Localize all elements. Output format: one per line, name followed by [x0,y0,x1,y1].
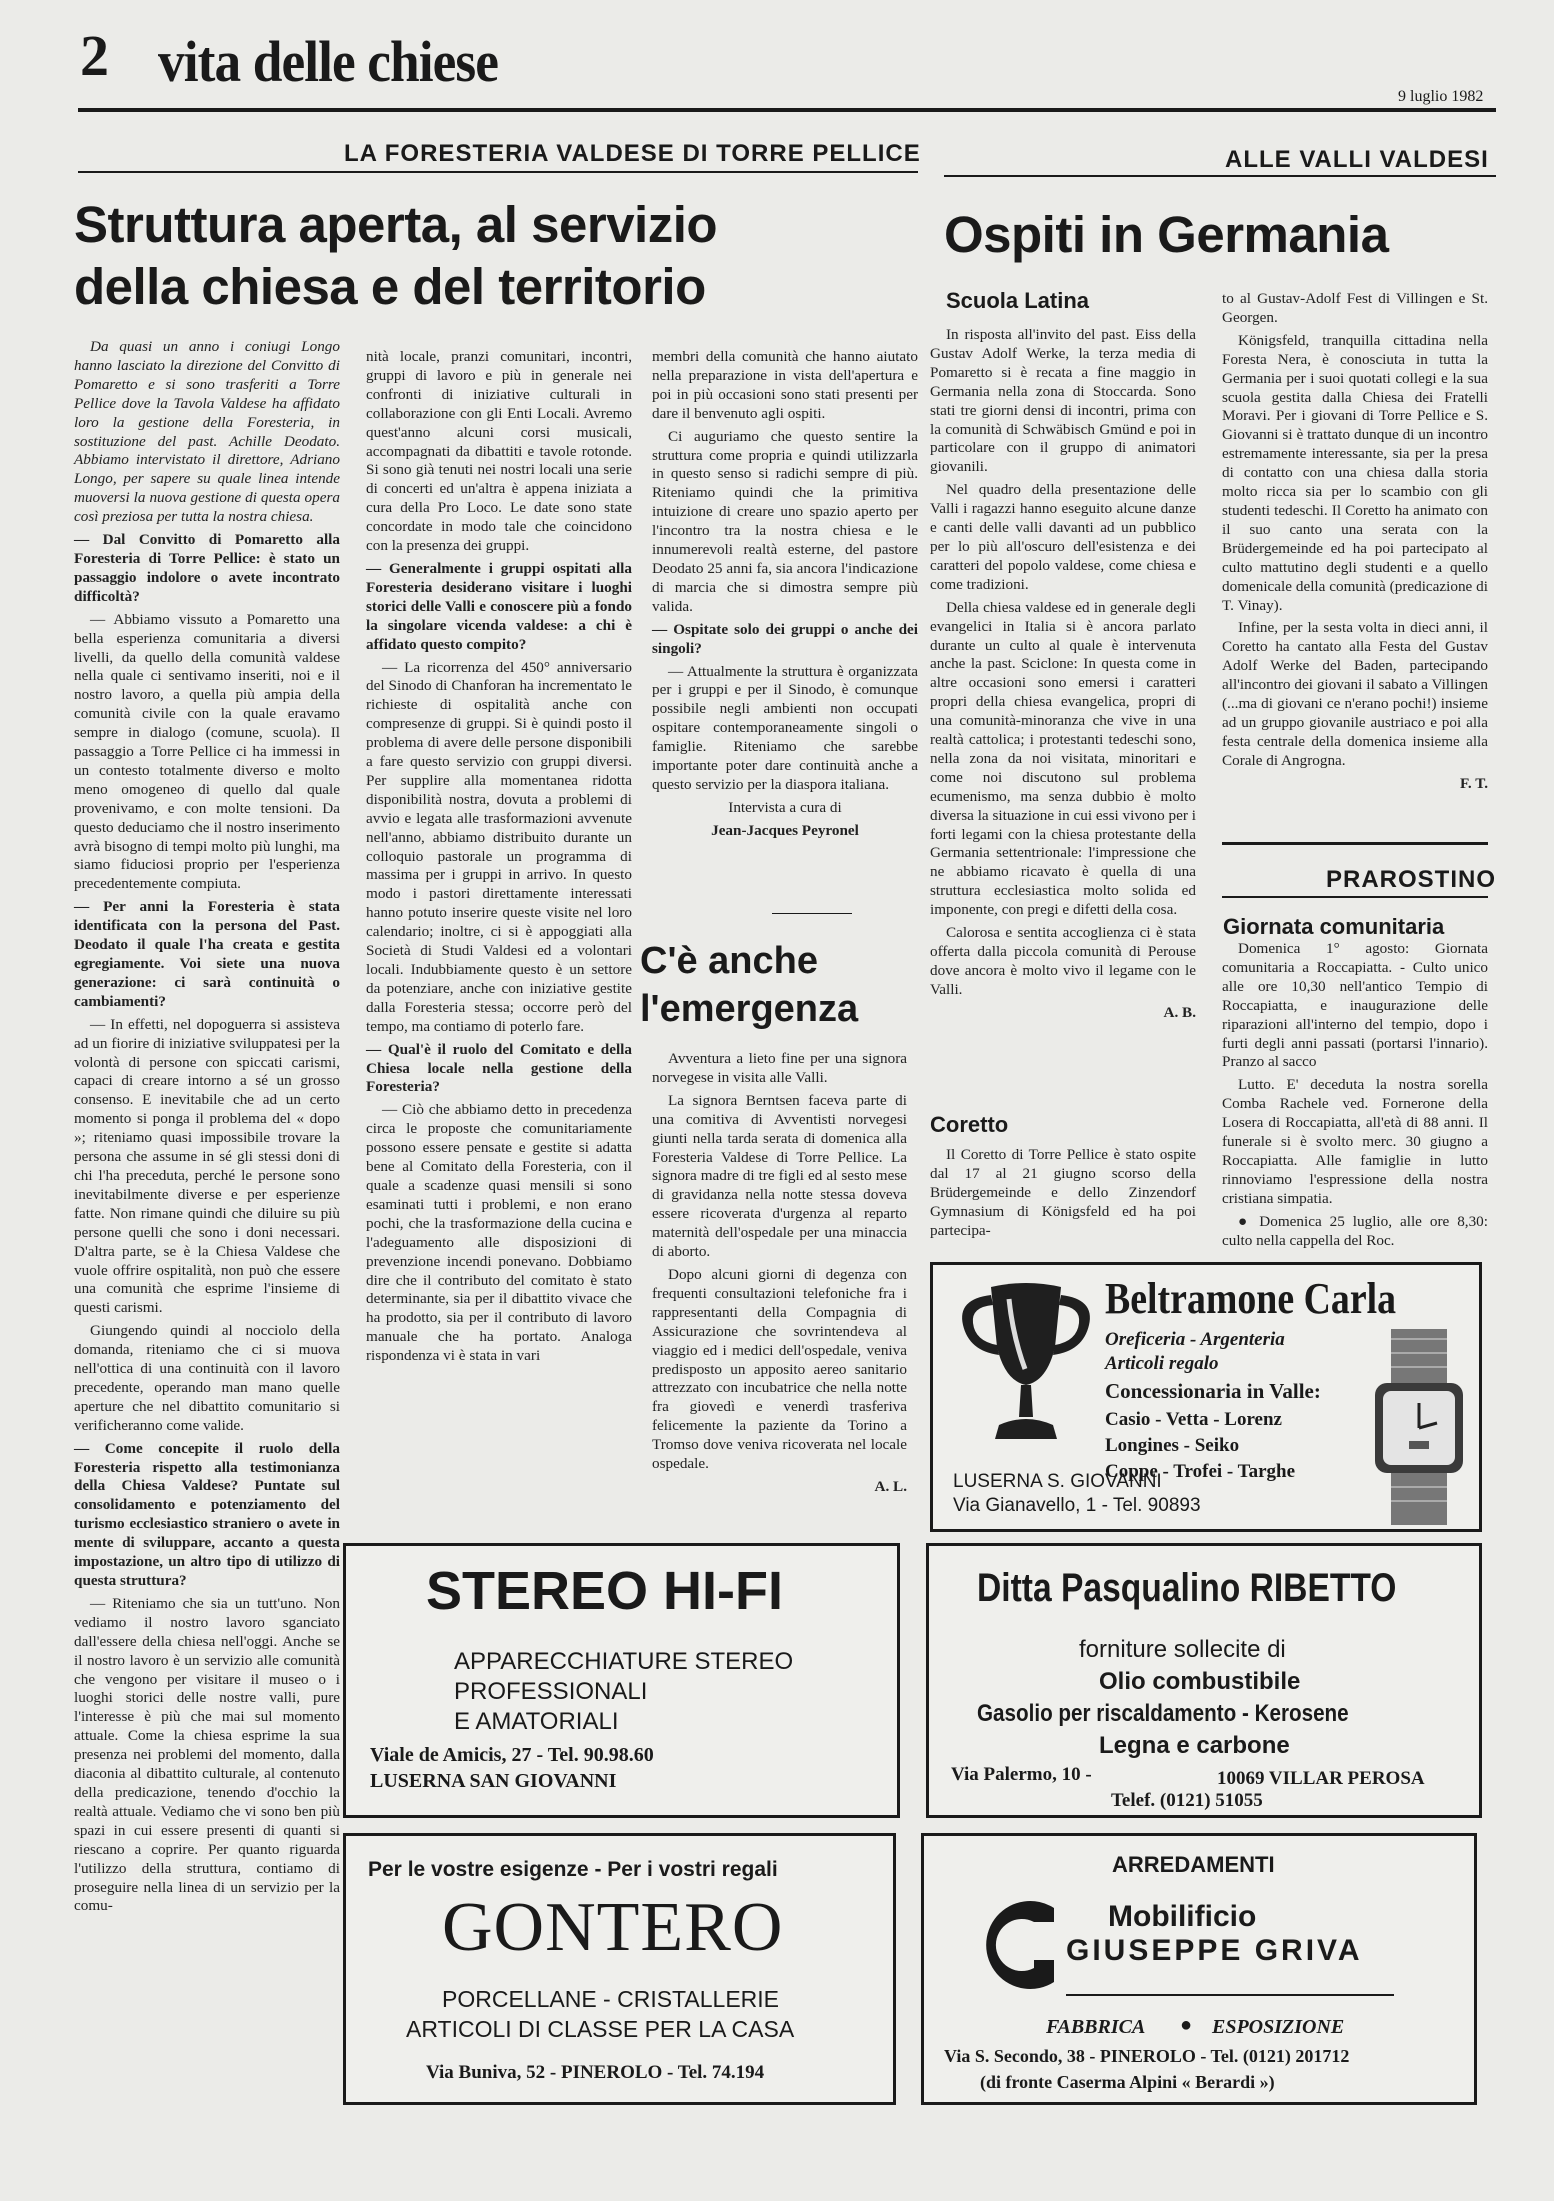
right-article-col-1 [930,326,1196,1086]
ad-beltramone [930,1262,1482,1532]
paragraph: nità locale, pranzi comunitari, incontri, gruppi di lavoro e più in generale nei confronti di iniziative culturali in collaborazione con gli Enti Locali. Avremo quest'anno alcuni corsi musicali, accompagnati da dibattiti e tavole rotonde. Si sono già tenuti nei nostri locali una serie di concerti ed un'altra è appena iniziata a cura della Pro Loco. Le date sono state concordate in modo tale che coincidono con la presenza dei gruppi. [366,348,632,555]
paragraph: Avventura a lieto fine per una signora norvegese in visita alle Valli. [652,1050,907,1086]
gontero-tagline: Per le vostre esigenze - Per i vostri regali [368,1858,778,1881]
paragraph: ● Domenica 25 luglio, alle ore 8,30: culto nella cappella del Roc. [1222,1212,1488,1249]
right-article-kicker: ALLE VALLI VALDESI [1225,146,1489,173]
paragraph: Dopo alcuni giorni di degenza con frequenti consultazioni telefoniche fra i rappresentanti della Compagnia di Assicurazione che sovrintendeva al viaggio ed i medici dell'ospedale, veniva predisposto un apposito aereo sanitario attrezzato con incubatrice che nella notte fra giovedì e venerdì trasferiva felicemente la paziente da Torino a Tromso dove veniva ricoverata nel locale ospedale. [652,1265,907,1473]
paragraph: Infine, per la sesta volta in dieci anni, il Coretto ha cantato alla Festa del Gustav Adolf Werke del Baden, partecipando all'incontro dei giovani il sabato a Villingen (...ma di giovani ce n'erano pochi!) insieme ad un gruppo giovanile austriaco e poi alla festa centrale della domenica insieme alla Corale di Angrogna. [1222,619,1488,769]
ribetto-line2: Olio combustibile [1099,1668,1301,1695]
gontero-address: Via Buniva, 52 - PINEROLO - Tel. 74.194 [426,2062,765,2083]
paragraph: La signora Berntsen faceva parte di una comitiva di Avventisti norvegesi giunti nella tarda serata di domenica alla Foresteria Valdese di Torre Pellice. La signora madre di tre figli ed al sesto mese di gravidanza nella notte stessa doveva essere ricoverata d'urgenza al reparto maternità dell'ospedale per una minaccia di aborto. [652,1091,907,1261]
stereo-name: STEREO HI-FI [426,1561,784,1621]
paragraph: — Attualmente la struttura è organizzata per i gruppi e per il Sinodo, è comunque possibile negli ambienti non occupati ospitare contemporaneamente singoli o famiglie. Riteniamo che sarebbe importante poter dare continuità anche a questo servizio per la diaspora italiana. [652,662,918,793]
prarostino-rule [1222,842,1488,845]
emergency-headline-2: l'emergenza [640,988,859,1030]
issue-date: 9 luglio 1982 [1398,88,1484,105]
paragraph: — Per anni la Foresteria è stata identificata con la persona del Past. Deodato il quale l'ha creata e gestita egregiamente. Voi siete una nuova generazione: ci sarà continuità o cambiamenti? [74,898,340,1010]
page-number: 2 [80,23,109,88]
griva-logo-icon [984,1894,1064,1996]
paragraph: — Come concepite il ruolo della Foresteria rispetto alla testimonianza della Chiesa Valdese? Puntate sul consolidamento e potenziamento del turismo ecclesiastico straniero o avete in mente di sviluppare, accanto a questa impostazione, un altro tipo di utilizzo di questa struttura? [74,1439,340,1589]
prarostino-rule-2 [1222,896,1488,898]
left-article-col-2 [366,348,632,1533]
beltramone-address: Via Gianavello, 1 - Tel. 90893 [953,1495,1201,1516]
stereo-city: LUSERNA SAN GIOVANNI [370,1770,617,1792]
masthead-rule [78,108,1496,112]
left-article-headline-1: Struttura aperta, al servizio [74,196,718,253]
signature: A. B. [1163,1003,1196,1021]
beltramone-brands3: Coppe - Trofei - Targhe [1105,1461,1296,1482]
paragraph: Della chiesa valdese ed in generale degli evangelici in Italia si è ancora parlato durante un culto al quale è intervenuta anche la past. Sciclone: In questa come in altre occasioni sono emersi i caratteri propri della chiesa evangelica, propri di una comunità-minoranza che vive in una realtà cattolica; i protestanti tedeschi sono, nella zona da noi visitata, minoritari e come noi discutono sul problema ecumenismo, ma senza dubbio è molto diversa la situazione in cui essi vivono per i forti legami con la chiesa protestante della Germania settentrionale: l'impressione che ne abbiamo ricavato è quella di una struttura ecclesiastica molto solida ed imponente, con pregi e difetti della cosa. [930,598,1196,919]
coretto-paragraph: Il Coretto di Torre Pellice è stato ospite dal 17 al 21 giugno scorso della Brüdergemeinde e dello Zinzendorf Gymnasium di Königsfeld ed ha poi partecipa- [930,1146,1196,1239]
left-article-headline-2: della chiesa e del territorio [74,258,706,315]
paragraph: to al Gustav-Adolf Fest di Villingen e St. Georgen. [1222,290,1488,326]
paragraph: Königsfeld, tranquilla cittadina nella Foresta Nera, è conosciuta in tutta la Germania per i suoi quotati collegi e la sua scuola gestita dalla Chiesa dei Fratelli Moravi. Per i giovani di Torre Pellice e S. Giovanni si è trattato dunque di un incontro estremamente interessante, sia per la presa di contatto con una chiesa dalla storia molto ricca sia per lo scambio con gli studenti tedeschi. Il Coretto ha animato con il suo canto una serata con la Brüdergemeinde ed ha poi partecipato al culto mattutino degli studenti e a quello domenicale della comunità (predicazione di T. Vinay). [1222,331,1488,614]
paragraph: — Generalmente i gruppi ospitati alla Foresteria desiderano visitare i luoghi storici delle Valli e conoscere più a fondo la singolare vicenda valdese: a chi è affidato questo compito? [366,559,632,653]
ribetto-phone: Telef. (0121) 51055 [1111,1790,1263,1811]
griva-note: (di fronte Caserma Alpini « Berardi ») [980,2072,1275,2092]
stereo-line2: PROFESSIONALI [454,1678,648,1705]
emergency-rule [772,913,852,914]
paragraph: — Ciò che abbiamo detto in precedenza circa le proposte che comunitariamente possono essere pensate e gestite si adatta bene al Comitato della Foresteria, con il quale a scadenze quasi mensili si sono esaminati tutti i problemi, e non erano pochi, che la trasformazione della cucina e l'adeguamento alle disposizioni di prevenzione incendi ponevano. Dobbiamo dire che il contributo del comitato è stato determinante, sia per il dibattito vivace che ha prodotto, sia per il contributo di lavoro manuale che ha portato. Analoga rispondenza vi è stata in vari [366,1101,632,1365]
coretto-subhead: Coretto [930,1112,1009,1137]
emergency-headline-1: C'è anche [640,940,818,982]
beltramone-line1: Oreficeria - Argenteria [1105,1329,1285,1350]
prarostino-body [1222,940,1488,1249]
griva-header: ARREDAMENTI [1112,1852,1275,1877]
paragraph: Da quasi un anno i coniugi Longo hanno lasciato la direzione del Convitto di Pomaretto e si sono trasferiti a Torre Pellice dove la Tavola Valdese ha affidato loro la gestione della Foresteria, in sostituzione del past. Achille Deodato. Abbiamo intervistato il direttore, Adriano Longo, per sapere su quale linea intende muoversi la nuova gestione di questa opera così preziosa per tutta la nostra chiesa. [74,338,340,526]
griva-rule [1066,1994,1394,1996]
griva-name2: GIUSEPPE GRIVA [1066,1934,1363,1967]
gontero-name: GONTERO [442,1889,784,1966]
masthead-title: vita delle chiese [158,29,499,94]
griva-bullet-icon: ● [1180,2014,1193,2036]
griva-tag2: ESPOSIZIONE [1212,2016,1345,2038]
beltramone-brands1: Casio - Vetta - Lorenz [1105,1409,1282,1430]
stereo-line1: APPARECCHIATURE STEREO [454,1648,794,1675]
ad-gontero [343,1833,896,2105]
paragraph: Giungendo quindi al nocciolo della domanda, riteniamo che ci si muova nell'ottica di una continuità con il lavoro precedente, operando man mano quelle aperture che nel dibattito comunitario si verificheranno come valide. [74,1322,340,1434]
paragraph: Calorosa e sentita accoglienza ci è stata offerta dalla piccola comunità di Perouse dove ancora è molto vivo il legame con le Valli. [930,924,1196,998]
kicker-rule-right [944,175,1496,177]
coretto-body [930,1146,1196,1239]
trophy-cup-icon [951,1277,1101,1452]
scuola-latina-subhead: Scuola Latina [946,288,1090,313]
paragraph: — Ospitate solo dei gruppi o anche dei singoli? [652,620,918,657]
prarostino-kicker: PRAROSTINO [1326,866,1497,893]
ribetto-line3: Gasolio per riscaldamento - Kerosene [977,1700,1349,1727]
beltramone-brands2: Longines - Seiko [1105,1435,1240,1456]
kicker-rule-left [78,171,918,173]
emergency-article-body [652,1050,907,1495]
ribetto-line4: Legna e carbone [1099,1732,1290,1759]
paragraph: — Riteniamo che sia un tutt'uno. Non vediamo il nostro lavoro sganciato dall'essere della chiesa nell'oggi. Anche se il nostro lavoro è un servizio alle comunità che vengono per visitare il museo o i luoghi storici delle nostre valli, pure l'interesse è più che mai sul momento attuale. Come la chiesa esprime la sua presenza nei problemi del momento, dalla diaconia al dibattito culturale, al contenuto della predicazione, tenendo d'occhio la realtà attuale. Vediamo che vi sono ben più spazi in cui essere presenti di quanti si riescano a coprire. Per quanto riguarda l'utilizzo della struttura, contiamo di proseguire nella linea di un servizio per la comu- [74,1594,340,1915]
ribetto-address: Via Palermo, 10 - [951,1764,1092,1785]
stereo-line3: E AMATORIALI [454,1708,619,1735]
ribetto-line1: forniture sollecite di [1079,1636,1286,1663]
paragraph: Nel quadro della presentazione delle Valli i ragazzi hanno eseguito alcune danze e canti delle valli davanti ad un pubblico per lo più all'oscuro dell'esistenza e dei caratteri del popolo valdese, come chiesa e come tradizioni. [930,481,1196,593]
paragraph: Lutto. E' deceduta la nostra sorella Comba Rachele ved. Fornerone della Losera di Roccapiatta, all'età di 88 anni. Il funerale si è svolto merc. 30 giugno a Roccapiatta. Alle famiglie in lutto rinnoviamo l'espressione della nostra cristiana simpatia. [1222,1076,1488,1207]
paragraph: — Dal Convitto di Pomaretto alla Foresteria di Torre Pellice: è stato un passaggio indolore o avete incontrato difficoltà? [74,531,340,605]
beltramone-line2: Articoli regalo [1105,1353,1219,1374]
left-article-col-1 [74,338,340,2138]
ad-stereo-hifi [343,1543,900,1818]
ribetto-city: 10069 VILLAR PEROSA [1217,1768,1425,1789]
paragraph: In risposta all'invito del past. Eiss della Gustav Adolf Werke, la terza media di Pomaretto si è recata a fine maggio in Germania nella zona di Stoccarda. Sono stati tre giorni densi di incontri, prima con la comunità di Schwäbisch Gmünd e poi in particolare con il gruppo di animatori giovanili. [930,326,1196,476]
paragraph: — Abbiamo vissuto a Pomaretto una bella esperienza comunitaria a diversi livelli, da quello della comunità valdese nella quale ci sentivamo inseriti, noi e il nostro lavoro, a quella più ampia della comunità civile con la quale eravamo sempre in dialogo (comune, scuola). Il passaggio a Torre Pellice ci ha immessi in un contesto totalmente diverso e molto meno omogeneo di quello dal quale provenivamo, e con molte tensioni. Da questo deduciamo che il nostro inserimento avrà bisogno di tempi molto più lunghi, ma siamo fiduciosi proprio per l'esperienza precedentemente compiuta. [74,610,340,893]
beltramone-name: Beltramone Carla [1105,1274,1397,1323]
paragraph: membri della comunità che hanno aiutato nella preparazione in vista dell'apertura e poi in più occasioni sono stati presenti per dare il benvenuto agli ospiti. [652,348,918,422]
griva-address: Via S. Secondo, 38 - PINEROLO - Tel. (0121) 201712 [944,2046,1350,2066]
right-article-col-2 [1222,290,1488,850]
ribetto-name: Ditta Pasqualino RIBETTO [977,1566,1397,1610]
paragraph: — In effetti, nel dopoguerra si assisteva ad un fiorire di iniziative sviluppatesi per la volontà di persone con spiccati carismi, capaci di creare intorno a sé un grosso consenso. E inevitabile che ad un certo momento si ponga il problema del « dopo »; riteniamo quasi impossibile trovare la persona che assume in sé gli stessi doni di chi l'ha preceduta, perché le persone sono inevitabilmente diverse e per esperienze fatte. Non rimane quindi che diluire su più persone quelli che sono i doni necessari. D'altra parte, se è la Chiesa Valdese che vuole offrire ospitalità, non può che essere una comunità che esprime l'insieme di questi carismi. [74,1015,340,1317]
right-article-headline: Ospiti in Germania [944,206,1389,263]
signature: F. T. [1460,774,1488,792]
beltramone-city: LUSERNA S. GIOVANNI [953,1471,1162,1492]
left-article-col-3 [652,348,918,908]
gontero-line2: ARTICOLI DI CLASSE PER LA CASA [406,2016,795,2042]
paragraph: — La ricorrenza del 450° anniversario del Sinodo di Chanforan ha incrementato le richieste di ospitalità anche con compresenze di gruppi. Si è quindi posto il problema di avere delle persone disponibili a fare questo servizio con gruppi diversi. Per supplire alla momentanea ridotta disponibilità nostra, dovuta a problemi di avvio e legata alle trasformazioni avvenute nell'anno, abbiamo distribuito durante un colloquio pastorale un programma di massima per i gruppi in arrivo. In questo modo i pastori direttamente interessati hanno potuto inserire queste visite nel loro calendario; inoltre, ci si è appoggiati alla Società di Studi Valdesi ed a volontari locali. Indubbiamente questo è un settore da potenziare, anche con iniziative gestite dalla Foresteria stessa; occorre però del tempo, ma contiamo di poterlo fare. [366,658,632,1035]
gontero-line1: PORCELLANE - CRISTALLERIE [442,1986,780,2012]
signature: A. L. [874,1477,907,1495]
griva-tag1: FABBRICA [1046,2016,1146,2038]
prarostino-subhead: Giornata comunitaria [1223,914,1445,939]
paragraph: Domenica 1° agosto: Giornata comunitaria a Roccapiatta. - Culto unico alle ore 10,30 nell'antico Tempio di Roccapiatta, e inaugurazione delle riparazioni all'interno del tempio, dopo i furti degli anni passati (portarsi l'innario). Pranzo al sacco [1222,940,1488,1071]
stereo-address: Viale de Amicis, 27 - Tel. 90.98.60 [370,1744,654,1766]
wristwatch-icon [1369,1329,1469,1525]
paragraph: Ci auguriamo che questo sentire la struttura come propria e quindi utilizzarla in questo senso si radichi sempre di più. Riteniamo quindi che la primitiva intuizione di creare uno spazio aperto per l'incontro tra la nostra chiesa e le innumerevoli realtà esterne, del pastore Deodato 25 anni fa, sia ancora l'indicazione di marcia che si dimostra sempre più valida. [652,427,918,615]
ad-griva [921,1833,1477,2105]
paragraph: — Qual'è il ruolo del Comitato e della Chiesa locale nella gestione della Foresteria? [366,1040,632,1096]
ad-ribetto [926,1543,1482,1818]
paragraph: Intervista a cura di [728,798,842,816]
paragraph: Jean-Jacques Peyronel [711,821,859,839]
griva-name1: Mobilificio [1108,1900,1257,1933]
beltramone-line3: Concessionaria in Valle: [1105,1379,1321,1403]
left-article-kicker: LA FORESTERIA VALDESE DI TORRE PELLICE [344,140,921,167]
